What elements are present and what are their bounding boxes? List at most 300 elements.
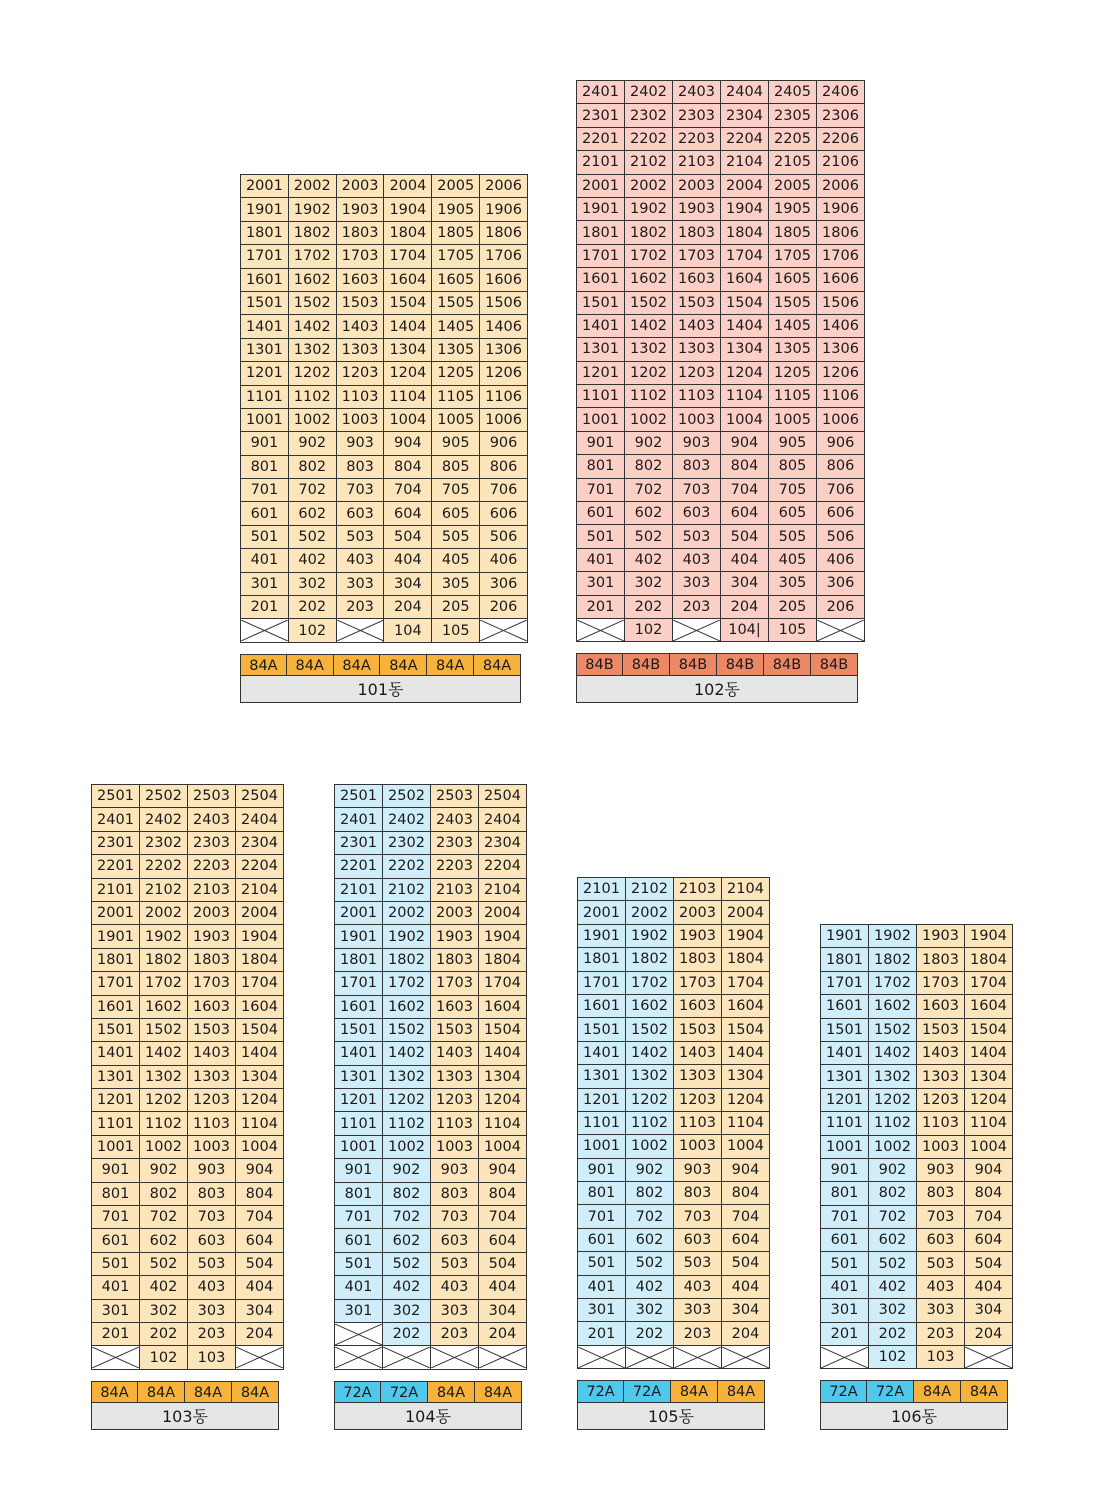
unit-cell: 501 [577, 525, 625, 548]
unit-cell: 1403 [673, 314, 721, 337]
floor-row [335, 1112, 527, 1135]
unit-cell: 902 [625, 431, 673, 454]
unit-type-row [577, 1380, 765, 1402]
unit-cell: 902 [626, 1158, 674, 1181]
unit-cell: 1406 [817, 314, 865, 337]
unit-cell: 802 [626, 1182, 674, 1205]
unit-cell: 1505 [432, 291, 480, 314]
unit-cell: 1402 [288, 315, 336, 338]
unit-cell: 1206 [480, 362, 528, 385]
unit-type-badge: 84B [669, 653, 717, 675]
unit-cell: 1506 [817, 291, 865, 314]
unit-cell: 1703 [673, 244, 721, 267]
no-unit-cross-icon [431, 1347, 478, 1368]
unit-cell: 1404 [384, 315, 432, 338]
unit-cell: 802 [288, 455, 336, 478]
unit-cell: 503 [431, 1252, 479, 1275]
floor-row [92, 1065, 284, 1088]
unit-cell: 301 [821, 1299, 869, 1322]
unit-cell: 1605 [432, 268, 480, 291]
unit-cell: 1502 [869, 1018, 917, 1041]
unit-cell: 903 [431, 1159, 479, 1182]
unit-cell: 1303 [188, 1065, 236, 1088]
floor-row [335, 1159, 527, 1182]
unit-cell: 1304 [722, 1065, 770, 1088]
unit-cell: 803 [431, 1182, 479, 1205]
unit-cell: 2104 [721, 151, 769, 174]
unit-cell: 2401 [335, 808, 383, 831]
floor-row [577, 268, 865, 291]
unit-cell: 1704 [965, 971, 1013, 994]
unit-cell: 1501 [577, 291, 625, 314]
unit-cell: 1402 [626, 1041, 674, 1064]
unit-cell: 1503 [431, 1018, 479, 1041]
no-unit-cell [965, 1346, 1013, 1369]
unit-type-badge: 84A [333, 654, 381, 676]
unit-cell: 1501 [92, 1018, 140, 1041]
unit-cell: 1605 [769, 268, 817, 291]
unit-cell: 1805 [432, 221, 480, 244]
unit-cell: 904 [965, 1158, 1013, 1181]
unit-cell: 502 [140, 1252, 188, 1275]
unit-cell: 1103 [673, 385, 721, 408]
unit-cell: 705 [432, 479, 480, 502]
unit-cell: 2001 [241, 175, 289, 198]
unit-cell: 1902 [140, 925, 188, 948]
unit-cell: 1404 [236, 1042, 284, 1065]
unit-cell: 2302 [383, 831, 431, 854]
unit-cell: 901 [335, 1159, 383, 1182]
unit-cell: 803 [674, 1182, 722, 1205]
unit-cell: 1802 [626, 948, 674, 971]
unit-cell: 1004 [384, 408, 432, 431]
unit-cell: 1504 [236, 1018, 284, 1041]
unit-type-badge: 84B [622, 653, 670, 675]
unit-cell: 1804 [479, 948, 527, 971]
floor-row [92, 1299, 284, 1322]
floor-row [335, 1229, 527, 1252]
unit-cell: 1602 [288, 268, 336, 291]
unit-cell: 1202 [140, 1089, 188, 1112]
unit-type-row [576, 653, 858, 675]
unit-cell: 1903 [673, 197, 721, 220]
unit-cell: 201 [578, 1322, 626, 1345]
unit-cell: 901 [821, 1158, 869, 1181]
unit-cell: 2402 [140, 808, 188, 831]
unit-type-badge: 72A [866, 1380, 914, 1402]
unit-cell: 1504 [965, 1018, 1013, 1041]
floor-row [92, 1018, 284, 1041]
unit-cell: 2501 [92, 785, 140, 808]
unit-cell: 1502 [383, 1018, 431, 1041]
unit-cell: 1802 [869, 948, 917, 971]
unit-cell: 1302 [288, 338, 336, 361]
unit-cell: 804 [721, 455, 769, 478]
unit-type-badge: 84A [231, 1381, 279, 1403]
unit-cell: 1704 [722, 971, 770, 994]
no-unit-cross-icon [335, 1347, 382, 1368]
unit-cell: 1902 [625, 197, 673, 220]
unit-cell: 2005 [432, 175, 480, 198]
unit-cell: 1001 [577, 408, 625, 431]
floor-row [241, 455, 528, 478]
unit-cell: 703 [917, 1205, 965, 1228]
unit-cell: 1706 [817, 244, 865, 267]
unit-cell: 303 [673, 572, 721, 595]
unit-cell: 702 [140, 1206, 188, 1229]
unit-cell: 1302 [383, 1065, 431, 1088]
unit-cell: 604 [965, 1229, 1013, 1252]
unit-cell: 501 [821, 1252, 869, 1275]
unit-cell: 602 [140, 1229, 188, 1252]
unit-cell: 702 [869, 1205, 917, 1228]
unit-cell: 1001 [821, 1135, 869, 1158]
unit-cell: 1603 [674, 994, 722, 1017]
unit-cell: 1106 [817, 385, 865, 408]
unit-cell: 2301 [335, 831, 383, 854]
unit-cell: 2402 [625, 81, 673, 104]
no-unit-cell [626, 1345, 674, 1368]
unit-cell: 202 [288, 596, 336, 619]
unit-cell: 2004 [721, 174, 769, 197]
unit-cell: 2203 [431, 855, 479, 878]
unit-cell: 2201 [335, 855, 383, 878]
unit-cell: 1103 [674, 1111, 722, 1134]
unit-cell: 1102 [288, 385, 336, 408]
unit-type-badge: 72A [577, 1380, 624, 1402]
unit-cell: 2303 [188, 831, 236, 854]
floor-row [578, 901, 770, 924]
unit-cell: 105 [769, 618, 817, 641]
unit-cell: 402 [140, 1276, 188, 1299]
unit-cell: 2204 [479, 855, 527, 878]
unit-cell: 1003 [917, 1135, 965, 1158]
unit-cell: 1104 [236, 1112, 284, 1135]
floor-row [241, 572, 528, 595]
unit-cell: 2501 [335, 785, 383, 808]
unit-cell: 605 [432, 502, 480, 525]
floor-row [241, 175, 528, 198]
unit-cell: 1904 [479, 925, 527, 948]
unit-cell: 602 [625, 502, 673, 525]
unit-cell: 805 [432, 455, 480, 478]
unit-cell: 2002 [383, 901, 431, 924]
unit-grid [91, 784, 284, 1370]
unit-cell: 902 [288, 432, 336, 455]
unit-cell: 1302 [626, 1065, 674, 1088]
unit-cell: 1904 [722, 924, 770, 947]
unit-cell: 702 [626, 1205, 674, 1228]
unit-cell: 2305 [769, 104, 817, 127]
unit-cell: 1102 [383, 1112, 431, 1135]
floor-row [578, 1088, 770, 1111]
unit-cell: 1301 [241, 338, 289, 361]
unit-cell: 1502 [288, 291, 336, 314]
unit-cell: 204 [965, 1322, 1013, 1345]
floor-row [577, 338, 865, 361]
unit-type-badge: 84A [240, 654, 287, 676]
unit-cell: 502 [625, 525, 673, 548]
floor-row [577, 81, 865, 104]
floor-row-ground [577, 618, 865, 641]
unit-cell: 804 [236, 1182, 284, 1205]
unit-cell: 1701 [577, 244, 625, 267]
unit-cell: 801 [577, 455, 625, 478]
unit-cell: 603 [431, 1229, 479, 1252]
unit-cell: 503 [917, 1252, 965, 1275]
floor-row [241, 502, 528, 525]
unit-cell: 502 [869, 1252, 917, 1275]
no-unit-cross-icon [383, 1347, 430, 1368]
unit-cell: 1005 [769, 408, 817, 431]
unit-cell: 1203 [673, 361, 721, 384]
unit-cell: 1003 [188, 1135, 236, 1158]
unit-cell: 1005 [432, 408, 480, 431]
floor-row [92, 1042, 284, 1065]
unit-cell: 1501 [578, 1018, 626, 1041]
no-unit-cross-icon [479, 1347, 526, 1368]
building-label: 102동 [576, 676, 858, 703]
unit-cell: 1006 [480, 408, 528, 431]
unit-cell: 2006 [480, 175, 528, 198]
unit-cell: 2003 [431, 901, 479, 924]
unit-cell: 905 [769, 431, 817, 454]
unit-cell: 1704 [384, 245, 432, 268]
unit-cell: 2205 [769, 127, 817, 150]
unit-cell: 1202 [626, 1088, 674, 1111]
floor-row [241, 221, 528, 244]
unit-cell: 502 [626, 1252, 674, 1275]
unit-cell: 803 [336, 455, 384, 478]
floor-row [92, 948, 284, 971]
unit-cell: 1101 [241, 385, 289, 408]
floor-row [241, 291, 528, 314]
unit-cell: 2001 [578, 901, 626, 924]
unit-cell: 1201 [335, 1089, 383, 1112]
unit-cell: 1004 [722, 1135, 770, 1158]
floor-row [821, 1065, 1013, 1088]
unit-cell: 1603 [188, 995, 236, 1018]
unit-cell: 303 [674, 1299, 722, 1322]
unit-cell: 1902 [869, 925, 917, 948]
unit-cell: 204 [721, 595, 769, 618]
unit-cell: 1601 [241, 268, 289, 291]
unit-cell: 1002 [288, 408, 336, 431]
unit-cell: 904 [236, 1159, 284, 1182]
building-label: 104동 [334, 1403, 522, 1430]
unit-cell: 1802 [383, 948, 431, 971]
unit-cell: 401 [821, 1275, 869, 1298]
floor-row [241, 338, 528, 361]
unit-cell: 2102 [140, 878, 188, 901]
unit-cell: 2202 [140, 855, 188, 878]
floor-row [335, 785, 527, 808]
unit-cell: 1705 [432, 245, 480, 268]
unit-cell: 503 [674, 1252, 722, 1275]
unit-cell: 704 [721, 478, 769, 501]
unit-cell: 202 [383, 1322, 431, 1345]
unit-cell: 1404 [965, 1041, 1013, 1064]
unit-cell: 2304 [721, 104, 769, 127]
unit-cell: 701 [241, 479, 289, 502]
floor-row [578, 1182, 770, 1205]
floor-row [241, 385, 528, 408]
no-unit-cross-icon [821, 1347, 868, 1368]
unit-cell: 1803 [674, 948, 722, 971]
unit-cell: 903 [917, 1158, 965, 1181]
unit-cell: 201 [241, 596, 289, 619]
no-unit-cell [821, 1346, 869, 1369]
unit-cell: 1201 [577, 361, 625, 384]
unit-cell: 1504 [479, 1018, 527, 1041]
unit-cell: 903 [674, 1158, 722, 1181]
unit-cell: 1302 [140, 1065, 188, 1088]
unit-cell: 1401 [335, 1042, 383, 1065]
unit-cell: 402 [383, 1276, 431, 1299]
unit-cell: 1901 [821, 925, 869, 948]
unit-cell: 701 [335, 1206, 383, 1229]
unit-cell: 205 [769, 595, 817, 618]
unit-cell: 1703 [674, 971, 722, 994]
unit-cell: 1804 [236, 948, 284, 971]
unit-cell: 1001 [92, 1135, 140, 1158]
unit-cell: 1402 [383, 1042, 431, 1065]
unit-cell: 1503 [188, 1018, 236, 1041]
unit-cell: 1601 [821, 995, 869, 1018]
unit-cell: 301 [335, 1299, 383, 1322]
unit-cell: 1405 [432, 315, 480, 338]
unit-cell: 2504 [479, 785, 527, 808]
floor-row [335, 878, 527, 901]
building-label: 103동 [91, 1403, 279, 1430]
unit-type-badge: 84A [286, 654, 334, 676]
unit-cell: 2404 [236, 808, 284, 831]
floor-row [335, 1252, 527, 1275]
floor-row [241, 268, 528, 291]
floor-row [821, 1041, 1013, 1064]
unit-cell: 1403 [431, 1042, 479, 1065]
unit-cell: 504 [722, 1252, 770, 1275]
unit-cell: 2106 [817, 151, 865, 174]
unit-cell: 1201 [241, 362, 289, 385]
floor-row [241, 315, 528, 338]
floor-row [92, 1229, 284, 1252]
unit-cell: 1306 [817, 338, 865, 361]
building-103 [91, 784, 279, 1430]
floor-row [821, 995, 1013, 1018]
unit-cell: 704 [236, 1206, 284, 1229]
unit-cell: 804 [479, 1182, 527, 1205]
unit-cell: 1203 [431, 1089, 479, 1112]
unit-cell: 903 [336, 432, 384, 455]
unit-cell: 1004 [965, 1135, 1013, 1158]
unit-cell: 1901 [577, 197, 625, 220]
unit-cell: 1104 [965, 1112, 1013, 1135]
building-label: 101동 [240, 676, 521, 703]
floor-row [335, 948, 527, 971]
floor-row [241, 479, 528, 502]
floor-row [821, 1205, 1013, 1228]
unit-cell: 701 [821, 1205, 869, 1228]
unit-cell: 906 [817, 431, 865, 454]
unit-cell: 1702 [869, 971, 917, 994]
unit-cell: 1803 [188, 948, 236, 971]
unit-cell: 1704 [479, 972, 527, 995]
unit-cell: 1304 [236, 1065, 284, 1088]
unit-cell: 1703 [336, 245, 384, 268]
unit-cell: 205 [432, 596, 480, 619]
unit-cell: 1602 [140, 995, 188, 1018]
unit-cell: 605 [769, 502, 817, 525]
unit-cell: 1303 [431, 1065, 479, 1088]
unit-cell: 1904 [384, 198, 432, 221]
unit-cell: 904 [721, 431, 769, 454]
unit-cell: 1002 [140, 1135, 188, 1158]
unit-cell: 1602 [383, 995, 431, 1018]
unit-cell: 2103 [188, 878, 236, 901]
unit-cell: 604 [721, 502, 769, 525]
building-104 [334, 784, 522, 1430]
unit-cell: 702 [383, 1206, 431, 1229]
unit-cell: 2502 [383, 785, 431, 808]
no-unit-cell [92, 1346, 140, 1369]
unit-cell: 102 [288, 619, 336, 642]
unit-cell: 1803 [673, 221, 721, 244]
floor-row [821, 1229, 1013, 1252]
unit-cell: 801 [241, 455, 289, 478]
floor-row [92, 855, 284, 878]
unit-cell: 504 [384, 525, 432, 548]
floor-row [577, 525, 865, 548]
unit-cell: 801 [578, 1182, 626, 1205]
floor-row [335, 1276, 527, 1299]
unit-cell: 2202 [383, 855, 431, 878]
unit-cell: 701 [577, 478, 625, 501]
unit-cell: 1802 [288, 221, 336, 244]
floor-row [578, 1135, 770, 1158]
no-unit-cell [236, 1346, 284, 1369]
unit-cell: 602 [626, 1228, 674, 1251]
unit-cell: 2002 [626, 901, 674, 924]
unit-type-badge: 84B [576, 653, 623, 675]
floor-row [577, 244, 865, 267]
unit-cell: 1502 [625, 291, 673, 314]
unit-cell: 1601 [335, 995, 383, 1018]
unit-cell: 1201 [92, 1089, 140, 1112]
unit-cell: 1105 [769, 385, 817, 408]
unit-cell: 304 [721, 572, 769, 595]
unit-cell: 1503 [917, 1018, 965, 1041]
unit-cell: 2101 [577, 151, 625, 174]
floor-row [821, 1299, 1013, 1322]
unit-cell: 703 [431, 1206, 479, 1229]
floor-row [335, 1065, 527, 1088]
unit-cell: 1404 [722, 1041, 770, 1064]
unit-cell: 206 [817, 595, 865, 618]
unit-cell: 405 [432, 549, 480, 572]
unit-cell: 2401 [577, 81, 625, 104]
unit-cell: 2301 [92, 831, 140, 854]
unit-cell: 801 [335, 1182, 383, 1205]
floor-row [335, 808, 527, 831]
unit-cell: 1803 [917, 948, 965, 971]
unit-cell: 606 [817, 502, 865, 525]
unit-cell: 1403 [674, 1041, 722, 1064]
unit-cell: 1503 [673, 291, 721, 314]
unit-cell: 1401 [241, 315, 289, 338]
unit-cell: 2001 [335, 901, 383, 924]
unit-cell: 2404 [721, 81, 769, 104]
